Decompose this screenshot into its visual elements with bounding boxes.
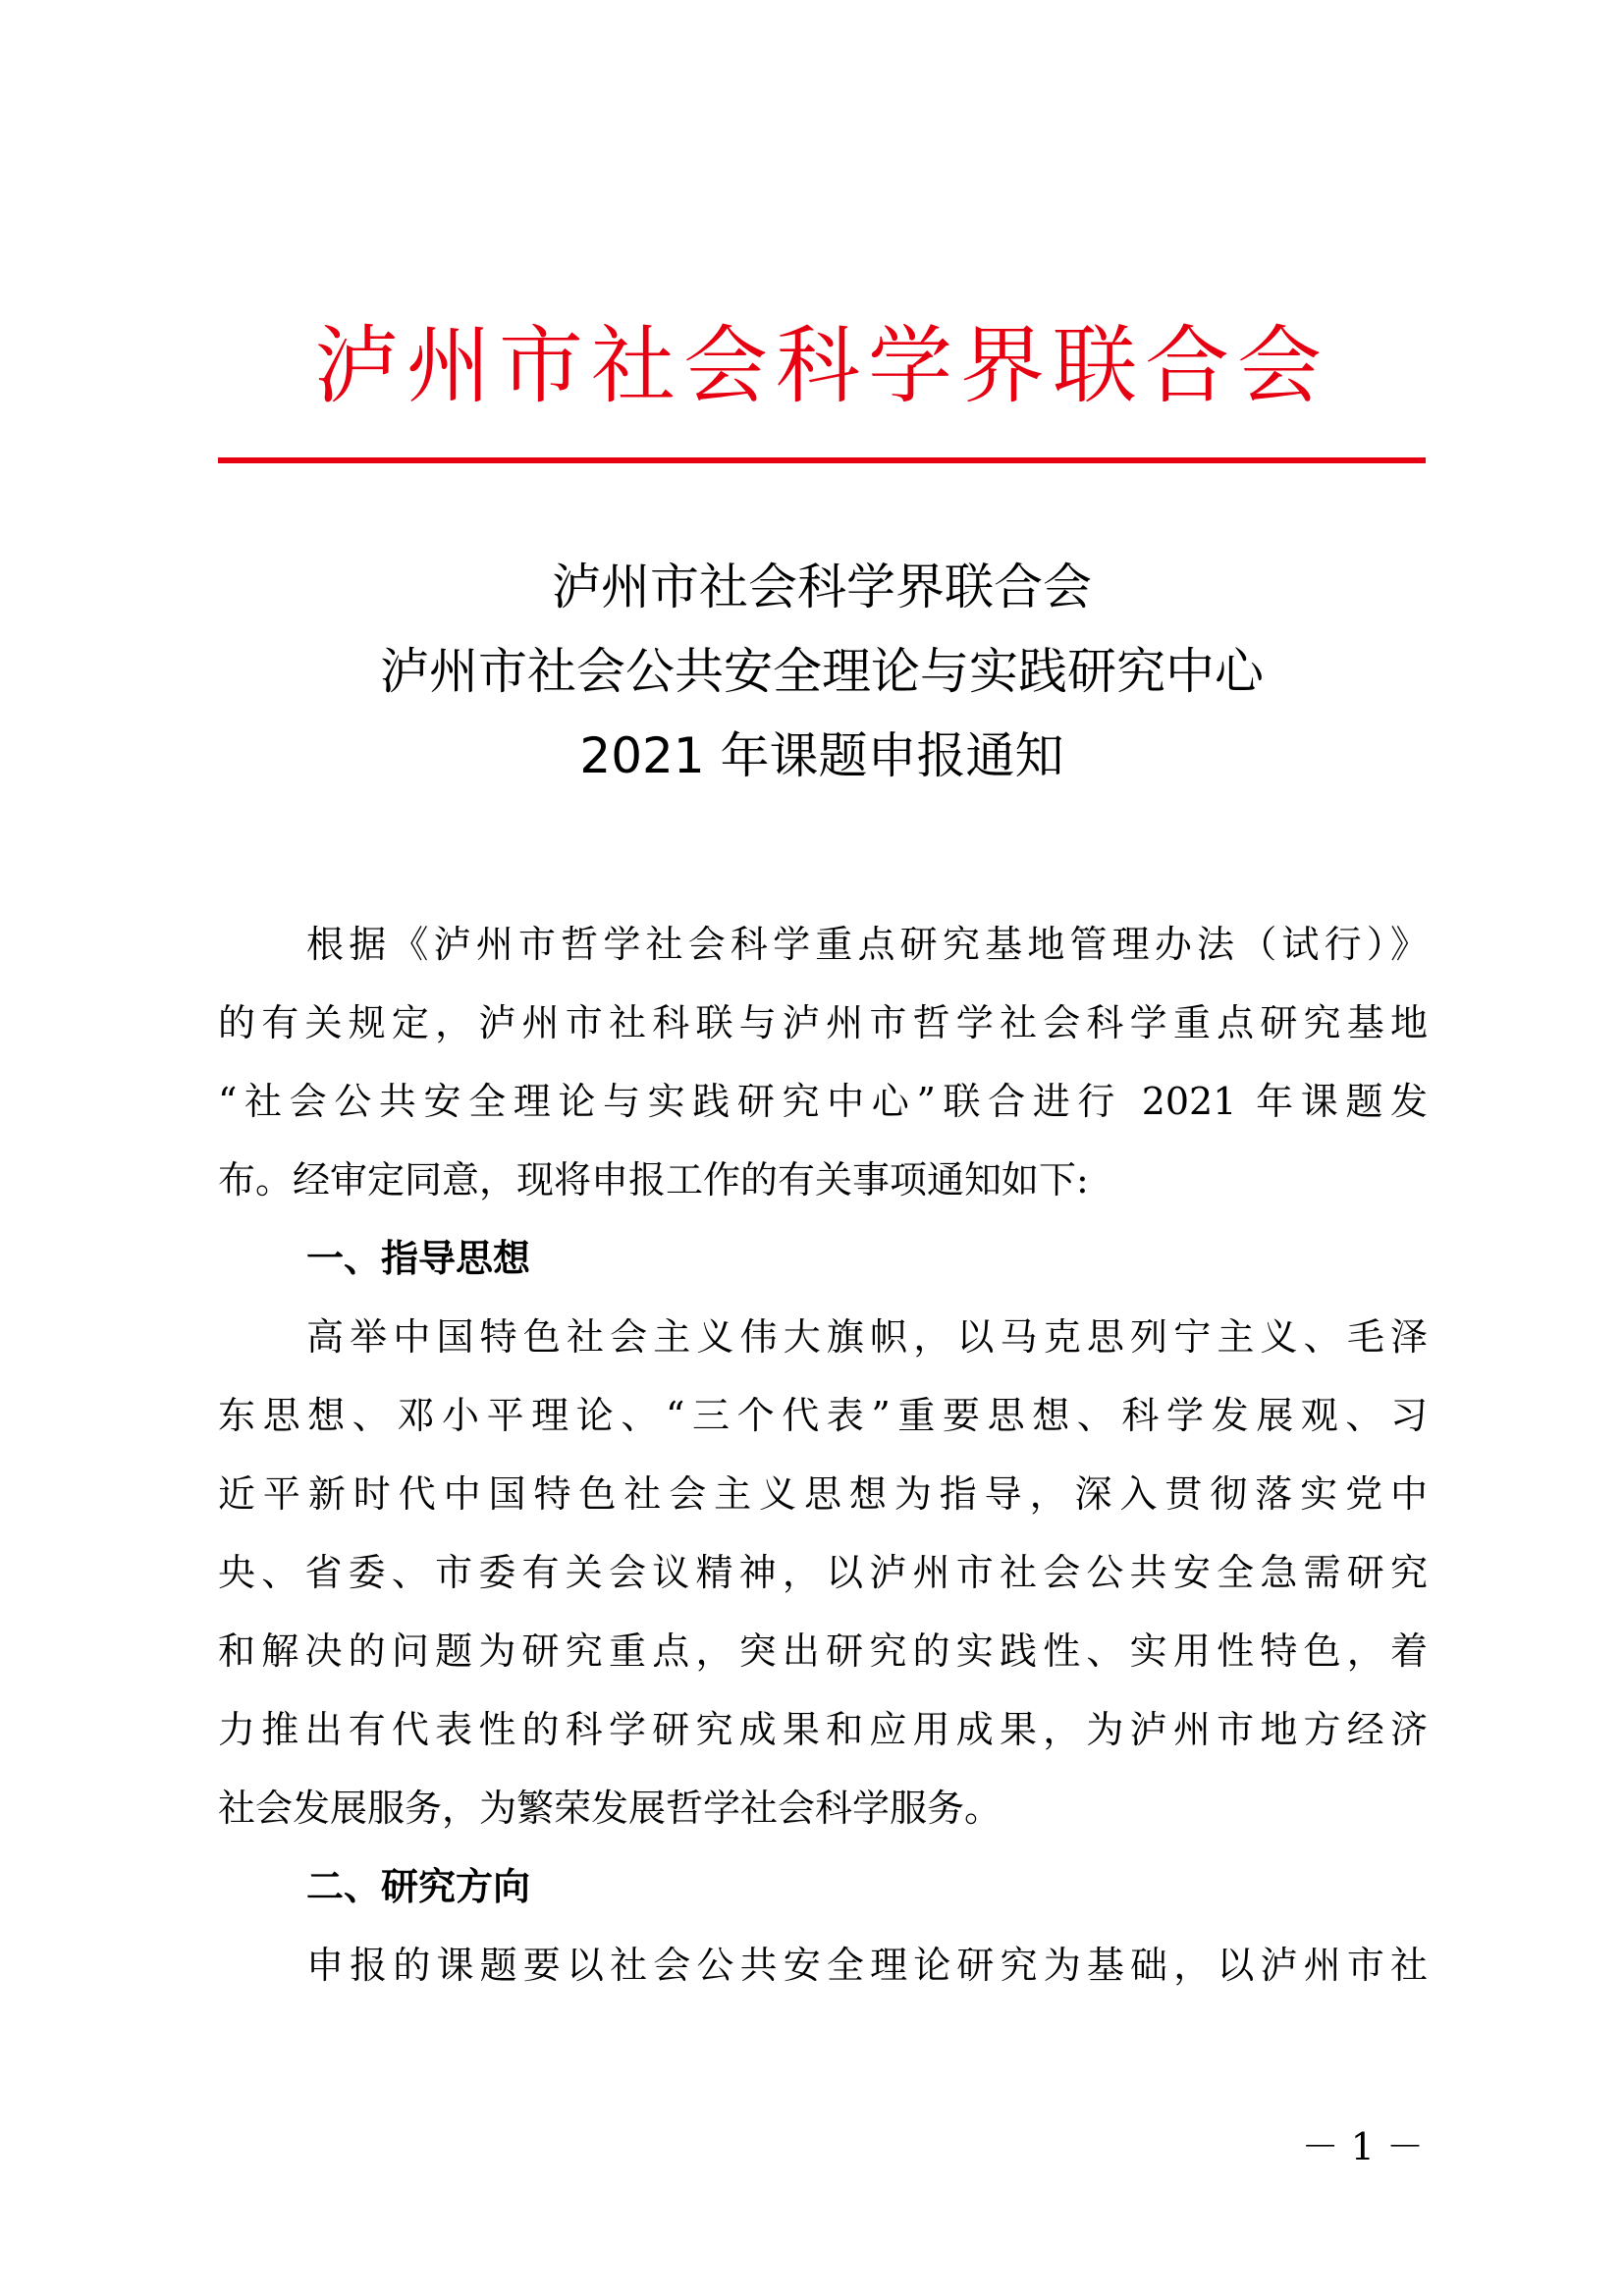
section2-line-1: 申报的课题要以社会公共安全理论研究为基础，以泸州市社 [306,1944,1428,1987]
document-title [218,545,1426,798]
intro-line-3: “社会公共安全理论与实践研究中心”联合进行 2021 年课题发 [218,1080,1428,1123]
document-body [218,905,1428,2004]
red-divider-line [218,457,1426,463]
masthead-title: 泸州市社会科学界联合会 [314,317,1329,415]
section1-line-1: 高举中国特色社会主义伟大旗帜，以马克思列宁主义、毛泽 [306,1315,1428,1359]
section1-line-7: 社会发展服务，为繁荣发展哲学社会科学服务。 [218,1787,1002,1830]
title-line-2: 泸州市社会公共安全理论与实践研究中心 [380,643,1264,700]
intro-line-4: 布。经审定同意，现将申报工作的有关事项通知如下: [218,1158,1089,1201]
title-line-1: 泸州市社会科学界联合会 [552,559,1092,615]
section1-line-3: 近平新时代中国特色社会主义思想为指导，深入贯彻落实党中 [218,1472,1428,1516]
section-heading-research-direction: 二、研究方向 [306,1865,531,1908]
title-line-3: 2021 年课题申报通知 [579,727,1064,784]
intro-line-1: 根据《泸州市哲学社会科学重点研究基地管理办法（试行）》 [306,923,1428,966]
intro-line-2: 的有关规定，泸州市社科联与泸州市哲学社会科学重点研究基地 [218,1001,1428,1044]
section-heading-guiding-ideology: 一、指导思想 [306,1237,531,1280]
section1-line-2: 东思想、邓小平理论、“三个代表”重要思想、科学发展观、习 [218,1394,1428,1437]
section1-line-5: 和解决的问题为研究重点，突出研究的实践性、实用性特色，着 [218,1629,1428,1673]
page-number: － 1 － [1301,2125,1424,2168]
section1-line-6: 力推出有代表性的科学研究成果和应用成果，为泸州市地方经济 [218,1708,1428,1751]
section1-line-4: 央、省委、市委有关会议精神，以泸州市社会公共安全急需研究 [218,1551,1428,1594]
